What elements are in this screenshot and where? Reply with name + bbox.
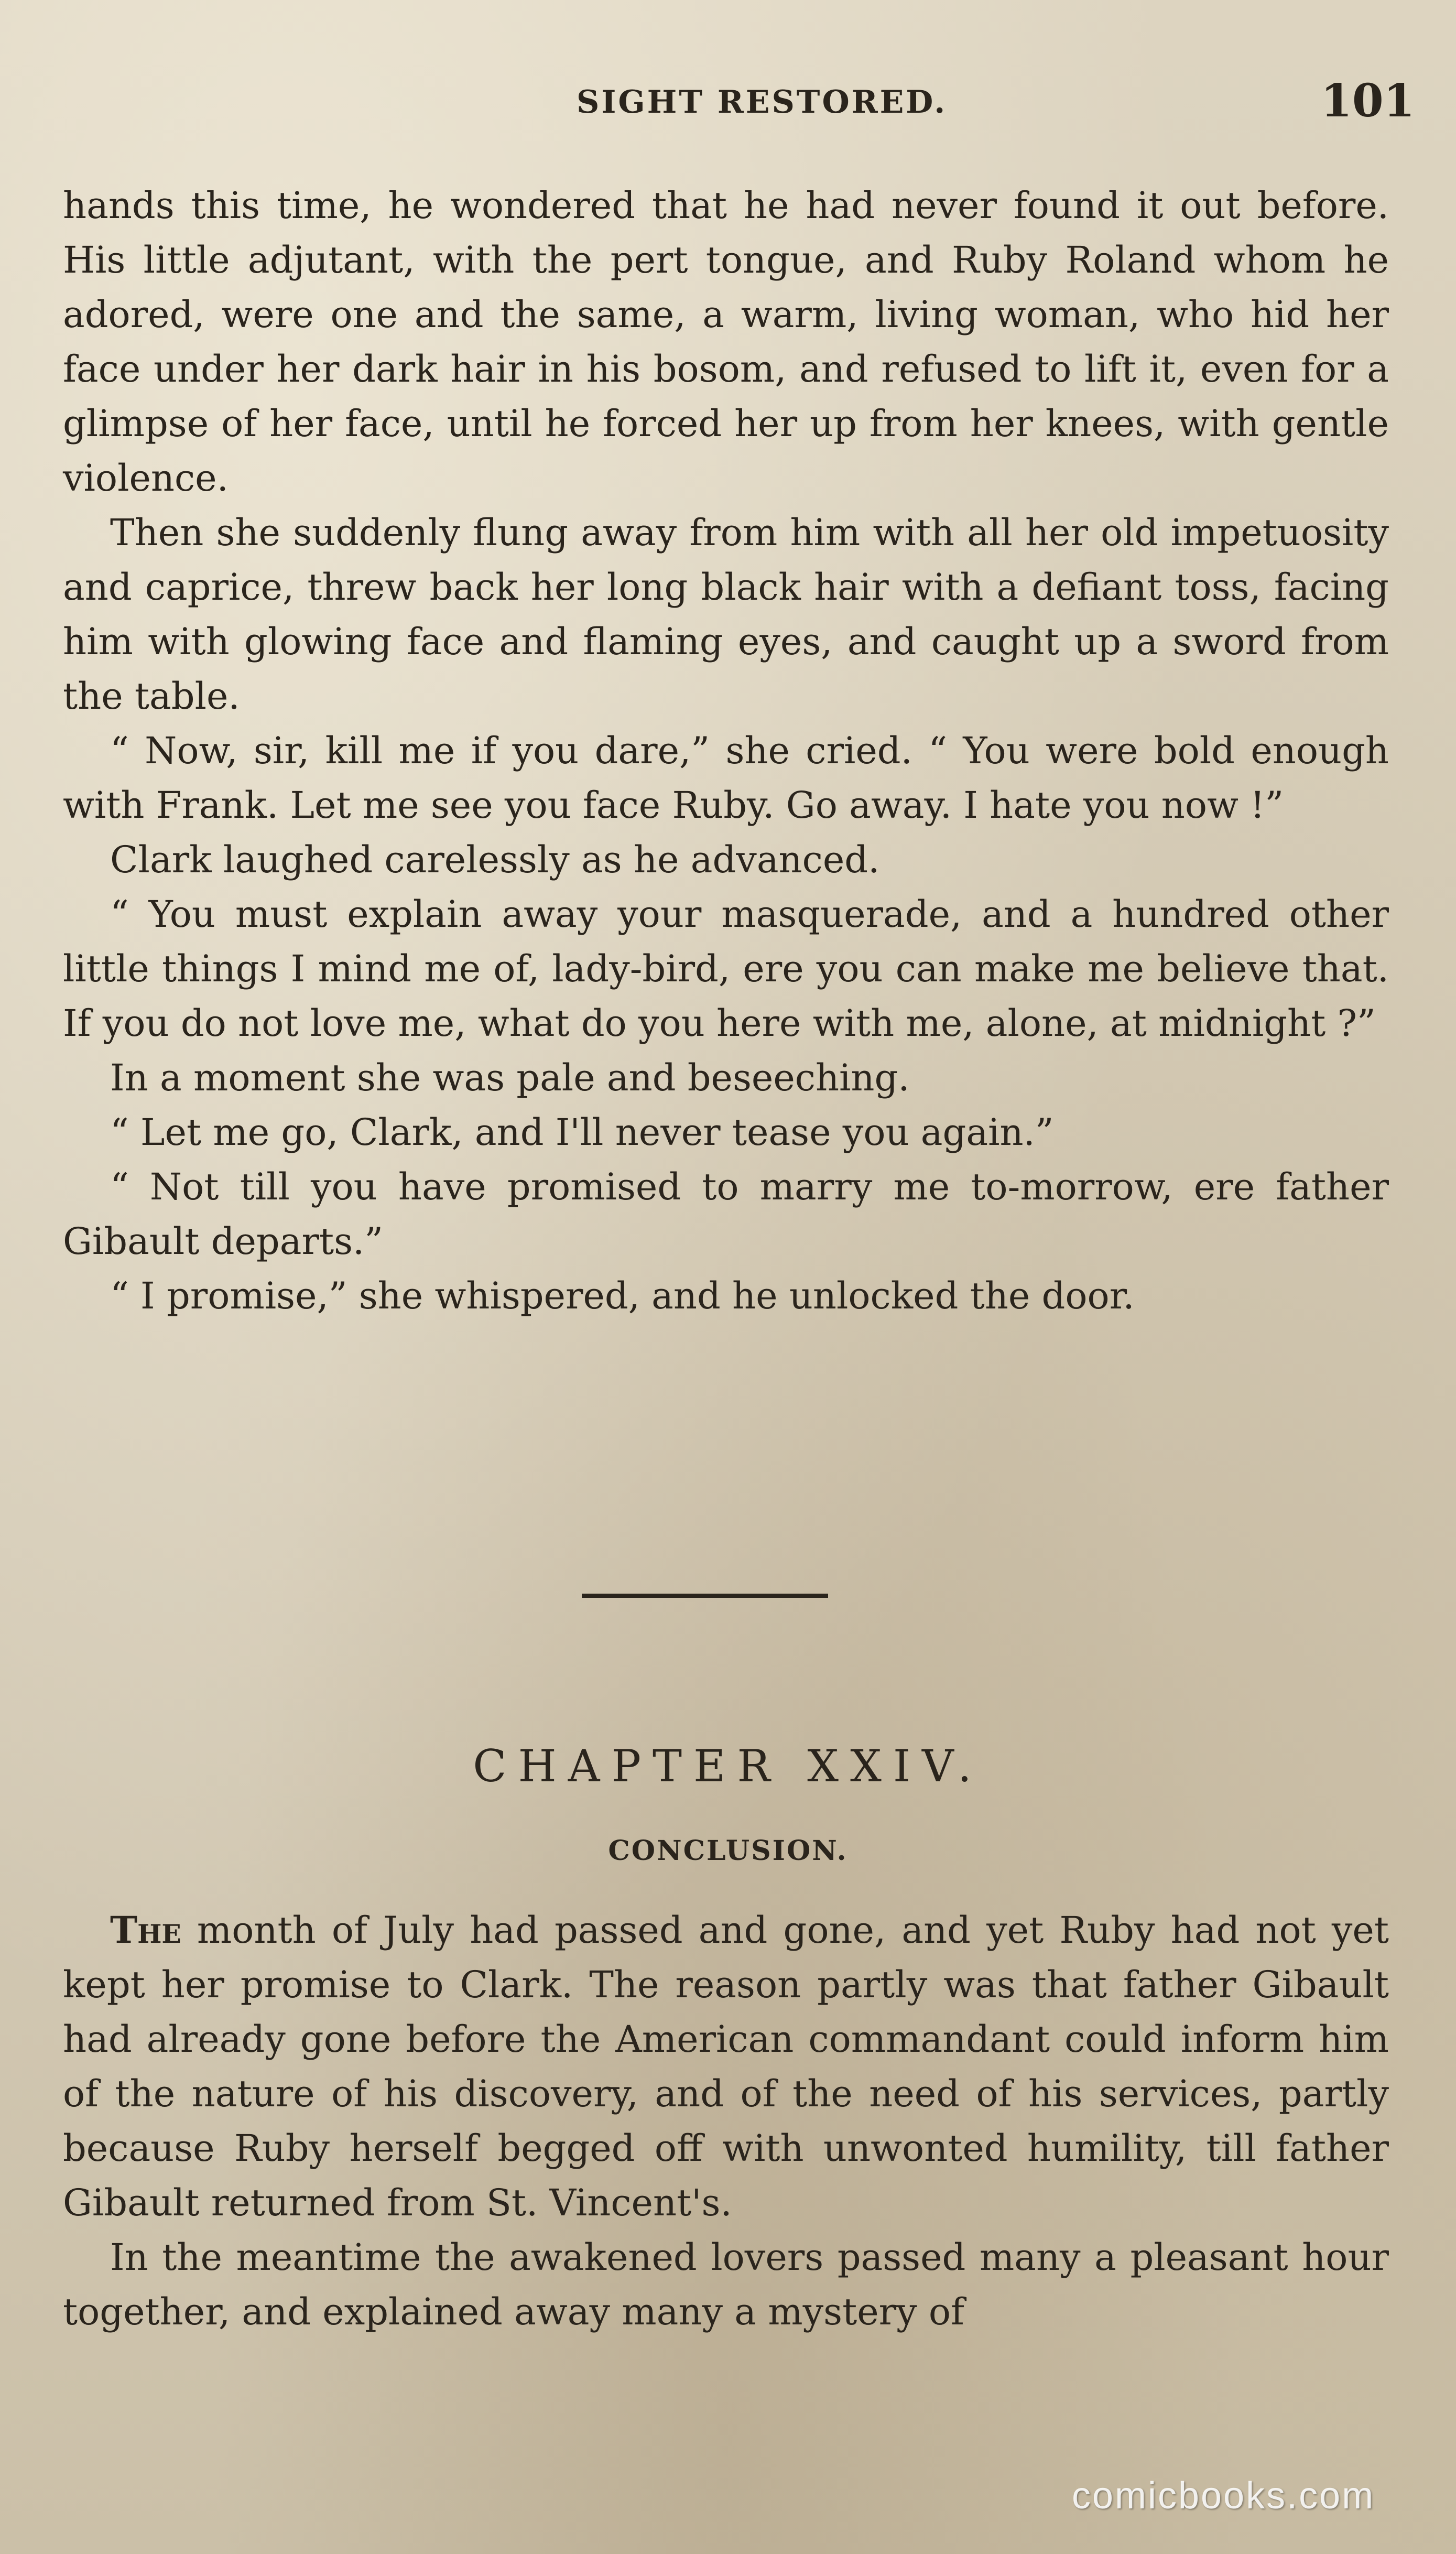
opening-word: The: [110, 1908, 181, 1952]
chapter-opening-paragraph: [63, 1903, 1389, 2230]
paragraph: hands this time, he wondered that he had never found it out before. His little adjutant, with the pert tongue, and Ruby Roland whom he adored, were one and the same, a warm, living woman, who hid her face under her dark hair in his bosom, and refused to lift it, even for a glimpse of her face, until he forced her up from her knees, with gentle violence.: [63, 184, 1389, 500]
running-header: [0, 74, 1456, 136]
paragraph: Then she suddenly flung away from him with all her old impetuosity and caprice, threw back her long black hair with a defiant toss, facing him with glowing face and flaming eyes, and caught up a sword from the table.: [63, 511, 1389, 718]
paragraph: Clark laughed carelessly as he advanced.: [110, 838, 880, 881]
paragraph: “ Now, sir, kill me if you dare,” she cried. “ You were bold enough with Frank. Let me see you face Ruby. Go away. I hate you now !”: [63, 729, 1389, 827]
body-text-before-chapter: [63, 178, 1389, 1323]
chapter-subtitle: CONCLUSION.: [608, 1835, 848, 1867]
paragraph: “ Not till you have promised to marry me to-morrow, ere father Gibault departs.”: [63, 1165, 1389, 1263]
section-divider: [582, 1594, 828, 1598]
body-text-chapter: [63, 1903, 1389, 2339]
paragraph: “ I promise,” she whispered, and he unlocked the door.: [110, 1274, 1135, 1317]
paragraph: In a moment she was pale and beseeching.: [110, 1056, 910, 1099]
paragraph: “ You must explain away your masquerade, and a hundred other little things I mind me of, lady-bird, ere you can make me believe that. If you do not love me, what do you here with me, alone, at midnight ?”: [63, 893, 1389, 1045]
opening-paragraph-text: month of July had passed and gone, and yet Ruby had not yet kept her promise to Clark. The reason partly was that father Gibault had already gone before the American commandant could inform him of the nature of his discovery, and of the need of his services, partly because Ruby herself begged off with unwonted humility, till father Gibault returned from St. Vincent's.: [63, 1909, 1389, 2224]
watermark: comicbooks.com: [1072, 2475, 1375, 2517]
running-title: SIGHT RESTORED.: [577, 84, 948, 121]
paragraph: “ Let me go, Clark, and I'll never tease you again.”: [110, 1111, 1054, 1154]
paragraph: In the meantime the awakened lovers passed many a pleasant hour together, and explained away many a mystery of: [63, 2236, 1389, 2333]
chapter-title: CHAPTER XXIV.: [473, 1740, 983, 1792]
page-number: 101: [1321, 74, 1415, 127]
